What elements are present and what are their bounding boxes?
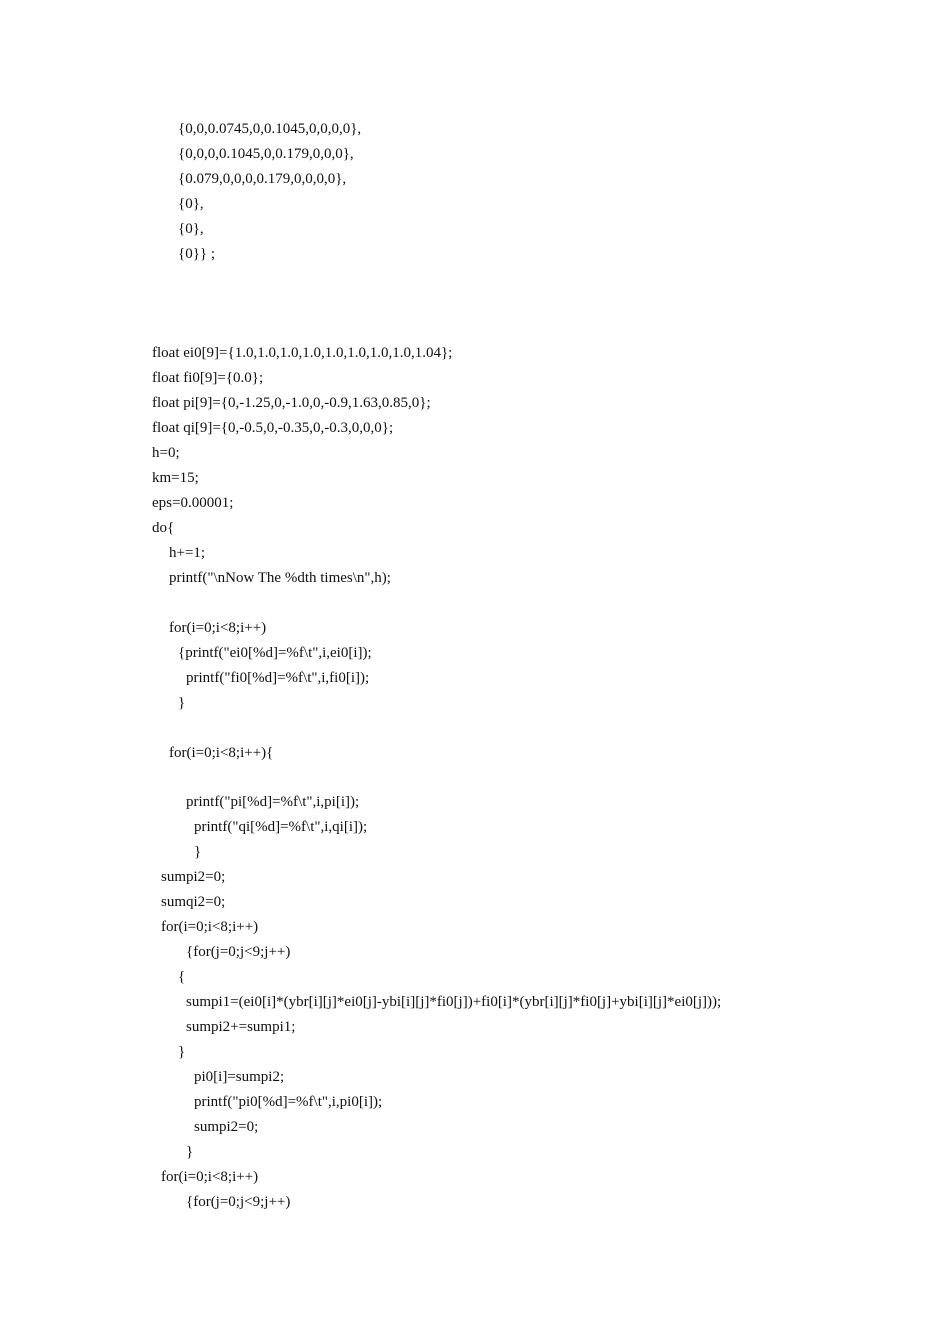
code-line: sumpi2=0;: [194, 1119, 259, 1135]
code-line: {0.079,0,0,0,0.179,0,0,0,0},: [178, 171, 347, 187]
code-line: {for(j=0;j<9;j++): [186, 944, 291, 960]
code-line: float pi[9]={0,-1.25,0,-1.0,0,-0.9,1.63,0.85,0};: [152, 395, 431, 411]
code-line: printf("fi0[%d]=%f\t",i,fi0[i]);: [186, 670, 370, 686]
code-line: sumqi2=0;: [161, 894, 226, 910]
code-line: sumpi2+=sumpi1;: [186, 1019, 296, 1035]
code-line: {0}} ;: [178, 246, 216, 262]
code-line: do{: [152, 520, 175, 536]
code-line: printf("pi[%d]=%f\t",i,pi[i]);: [186, 794, 360, 810]
code-line: float qi[9]={0,-0.5,0,-0.35,0,-0.3,0,0,0};: [152, 420, 394, 436]
code-line: float fi0[9]={0.0};: [152, 370, 264, 386]
code-line: {0,0,0.0745,0,0.1045,0,0,0,0},: [178, 121, 362, 137]
code-line: for(i=0;i<8;i++): [169, 620, 267, 636]
code-line: {0},: [178, 196, 204, 212]
code-line: {printf("ei0[%d]=%f\t",i,ei0[i]);: [178, 645, 372, 661]
code-line: printf("pi0[%d]=%f\t",i,pi0[i]);: [194, 1094, 383, 1110]
code-line: }: [178, 1044, 186, 1060]
code-line: {0},: [178, 221, 204, 237]
code-line: pi0[i]=sumpi2;: [194, 1069, 285, 1085]
code-line: }: [194, 844, 202, 860]
code-line: eps=0.00001;: [152, 495, 234, 511]
code-line: printf("qi[%d]=%f\t",i,qi[i]);: [194, 819, 368, 835]
code-line: {for(j=0;j<9;j++): [186, 1194, 291, 1210]
code-line: h+=1;: [169, 545, 206, 561]
code-line: printf("\nNow The %dth times\n",h);: [169, 570, 391, 586]
code-line: sumpi2=0;: [161, 869, 226, 885]
code-line: for(i=0;i<8;i++): [161, 1169, 259, 1185]
code-line: {: [178, 969, 186, 985]
code-line: }: [186, 1144, 194, 1160]
code-line: h=0;: [152, 445, 180, 461]
code-line: sumpi1=(ei0[i]*(ybr[i][j]*ei0[j]-ybi[i][j]*fi0[j])+fi0[i]*(ybr[i][j]*fi0[j]+ybi[i][j]*ei0[j]));: [186, 994, 722, 1010]
code-line: km=15;: [152, 470, 199, 486]
code-line: for(i=0;i<8;i++){: [169, 745, 274, 761]
code-line: }: [178, 695, 186, 711]
code-line: for(i=0;i<8;i++): [161, 919, 259, 935]
code-line: float ei0[9]={1.0,1.0,1.0,1.0,1.0,1.0,1.0,1.0,1.04};: [152, 345, 453, 361]
code-line: {0,0,0,0.1045,0,0.179,0,0,0},: [178, 146, 354, 162]
